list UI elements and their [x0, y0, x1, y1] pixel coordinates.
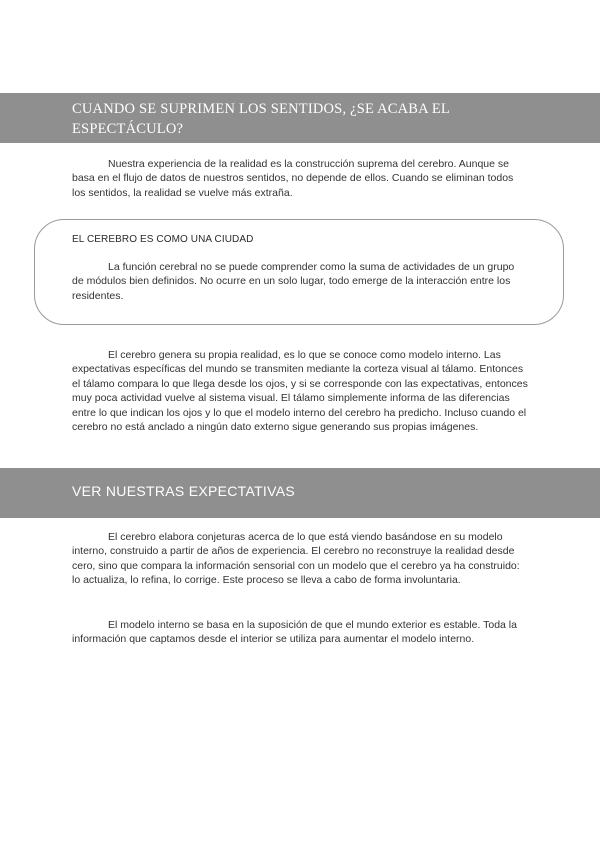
expectations-paragraph-2-text: El modelo interno se basa en la suposición de que el mundo exterior es estable. Toda la información que captamos desde el interior se utiliza para aumentar el modelo interno.: [72, 619, 517, 646]
section-heading-2: VER NUESTRAS EXPECTATIVAS: [72, 483, 295, 499]
expectations-paragraph-1: [72, 530, 528, 588]
callout-paragraph-text: La función cerebral no se puede comprender como la suma de actividades de un grupo de módulos bien definidos. No ocurre en un solo lugar, todo emerge de la interacción entre los residentes.: [72, 261, 515, 302]
section-heading-band-2: [0, 468, 600, 518]
callout-paragraph: [72, 260, 528, 303]
model-paragraph-text: El cerebro genera su propia realidad, es lo que se conoce como modelo interno. Las expectativas específicas del mundo se transmiten mediante la corteza visual al tálamo. Entonces el tálamo compara lo que llega desde los ojos, y si se corresponde con las expectativas, entonces muy poca actividad vuelve al sistema visual. El tálamo simplemente informa de las diferencias entre lo que indican los ojos y lo que el modelo interno del cerebro ha predicho. Incluso cuando el cerebro no está anclado a ningún dato externo sigue generando sus propias imágenes.: [72, 349, 528, 434]
model-paragraph: [72, 348, 528, 434]
section-heading: CUANDO SE SUPRIMEN LOS SENTIDOS, ¿SE ACABA EL ESPECTÁCULO?: [72, 101, 450, 137]
section-heading-band: [0, 93, 600, 143]
intro-paragraph-text: Nuestra experiencia de la realidad es la construcción suprema del cerebro. Aunque se basa en el flujo de datos de nuestros sentidos, no depende de ellos. Cuando se eliminan todos los sentidos, la realidad se vuelve más extraña.: [72, 158, 514, 199]
expectations-paragraph-2: [72, 618, 528, 647]
callout-title: EL CEREBRO ES COMO UNA CIUDAD: [72, 234, 254, 245]
expectations-paragraph-1-text: El cerebro elabora conjeturas acerca de lo que está viendo basándose en su modelo interno, construido a partir de años de experiencia. El cerebro no reconstruye la realidad desde cero, sino que compara la información sensorial con un modelo que el cerebro ya ha construido: lo actualiza, lo refina, lo corrige. Este proceso se lleva a cabo de forma involuntaria.: [72, 531, 520, 587]
intro-paragraph: [72, 157, 528, 200]
